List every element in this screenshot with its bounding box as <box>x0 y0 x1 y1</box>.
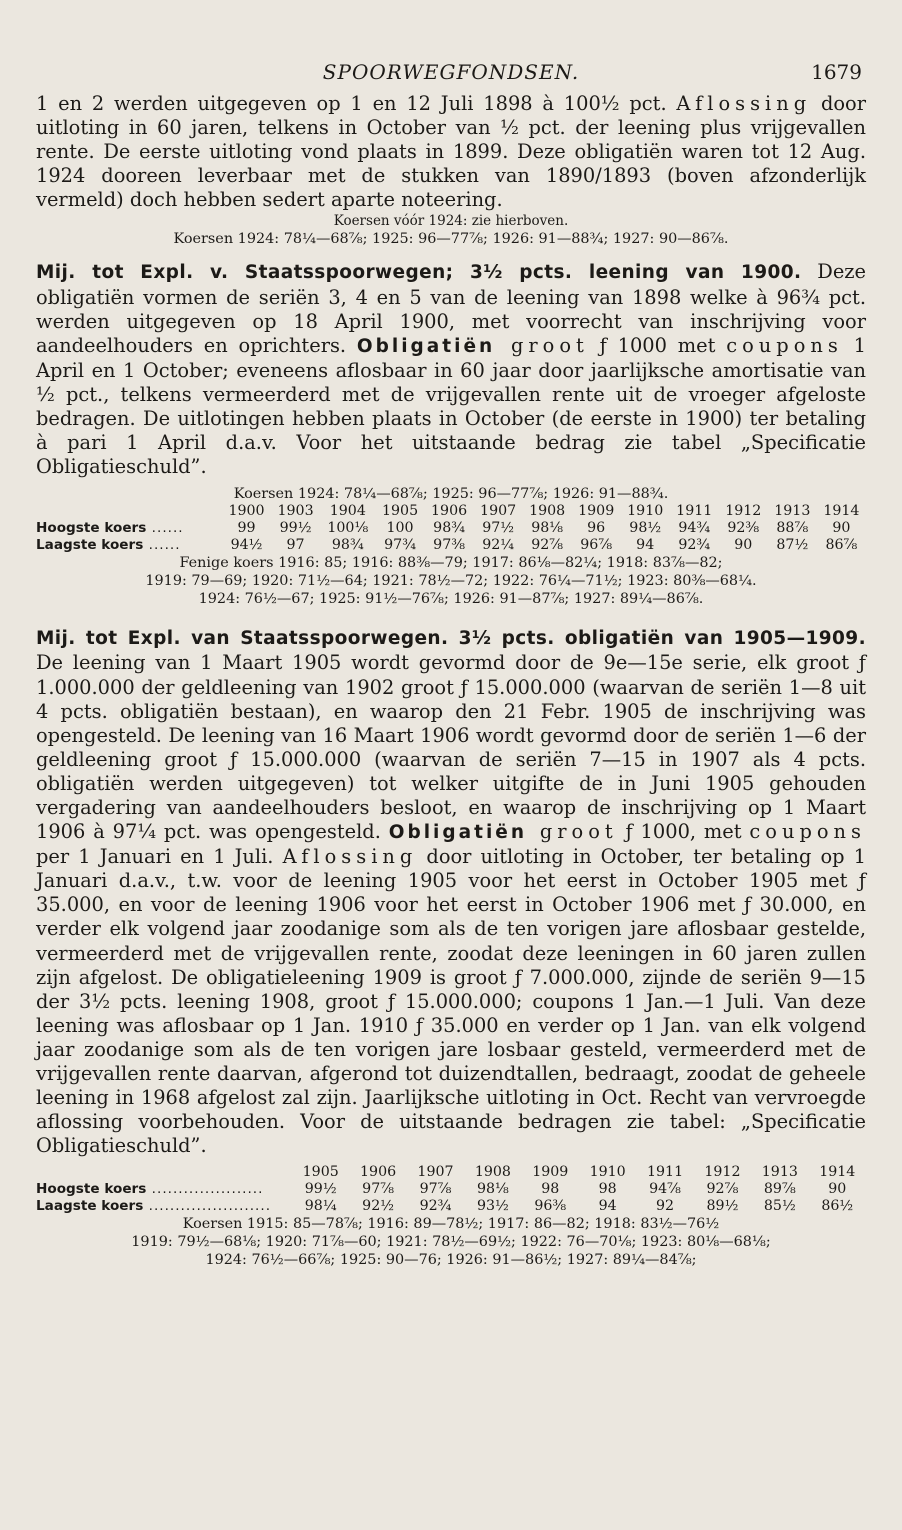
section-1905-1909: Mij. tot Expl. van Staatsspoorwegen. 3½ pcts. obligatiën van 1905—1909. De leening van 1 Maart 1905 wordt gevormd door de 9e—15e serie, elk groot ƒ 1.000.000 der geldleening van 1902 groot ƒ 15.000.000 (waarvan de seriën 1—8 uit 4 pcts. obligatiën bestaan), en waarop den 21 Febr. 1905 de inschrijving was opengesteld. De leening van 16 Maart 1906 wordt gevormd door de seriën 1—6 der geldleening groot ƒ 15.000.000 (waarvan de seriën 7—15 in 1907 als 4 pcts. obligatiën werden uitgegeven) tot welker uitgifte de in Juni 1905 gehouden vergadering van aandeelhouders besloot, en waarop de inschrijving op 1 Maart 1906 à 97¼ pct. was opengesteld. Obligatiën groot ƒ 1000, met coupons per 1 Januari en 1 Juli. Aflossing door uitloting in October, ter betaling op 1 Januari d.a.v., t.w. voor de leening 1905 voor het eerst in October 1905 met ƒ 35.000, en voor de leening 1906 voor het eerst in October 1906 met ƒ 30.000, en verder elk volgend jaar zoodanige som als de ten vorigen jare aflosbaar gestelde, vermeerderd met de vrijgevallen rente, zoodat deze leeningen in 60 jaren zullen zijn afgelost. De obligatieleening 1909 is groot ƒ 7.000.000, zijnde de seriën 9—15 der 3½ pcts. leening 1908, groot ƒ 15.000.000; coupons 1 Jan.—1 Juli. Van deze leening was aflosbaar op 1 Jan. 1910 ƒ 35.000 en verder op 1 Jan. van elk volgend jaar zoodanige som als de ten vorigen jare losbaar gesteld, vermeerderd met de vrijgevallen rente daarvan, afgerond tot duizendtallen, bedraagt, zoodat de geheele leening in 1968 afgelost zal zijn. Jaarlijksche uitloting in Oct. Recht van vervroegde aflossing voorbehouden. Voor de uitstaande bedragen zie tabel: „Specificatie Obligatieschuld”. <box>36 628 867 1158</box>
value-cell: 92¼ <box>482 537 515 554</box>
term-coupons-2: coupons <box>749 820 866 844</box>
value-cell: 92¾ <box>678 537 711 554</box>
term-obligatien-2: Obligatiën <box>388 822 528 844</box>
value-cell: 97 <box>286 537 305 554</box>
value-cell: 92⅞ <box>706 1181 739 1198</box>
year-cell: 1903 <box>277 503 314 520</box>
koersen-line-1: Koersen 1924: 78¼—68⅞; 1925: 96—77⅞; 1926: 91—88¾; 1927: 90—86⅞. <box>173 231 729 248</box>
year-cell: 1910 <box>627 503 664 520</box>
value-cell: 94¾ <box>678 520 711 537</box>
value-cell: 96 <box>587 520 606 537</box>
value-cell: 96⅞ <box>580 537 613 554</box>
value-cell: 94⅞ <box>649 1181 681 1198</box>
year-cell: 1906 <box>360 1164 397 1181</box>
term-obligatien: Obligatiën <box>356 335 496 357</box>
year-cell: 1905 <box>302 1164 339 1181</box>
year-cell: 1910 <box>589 1164 626 1181</box>
value-cell: 97¾ <box>384 537 416 554</box>
value-cell: 90 <box>734 537 753 554</box>
year-cell: 1911 <box>676 503 713 520</box>
value-cell: 87½ <box>776 537 809 554</box>
fenige-koers-line-1: Fenige koers 1916: 85; 1916: 88⅜—79; 1917: 86⅛—82¼; 1918: 83⅞—82; <box>179 555 723 572</box>
value-cell: 86½ <box>821 1198 854 1215</box>
value-cell: 89⅞ <box>763 1181 796 1198</box>
year-cell: 1906 <box>431 503 468 520</box>
year-cell: 1912 <box>704 1164 741 1181</box>
value-cell: 99½ <box>279 520 312 537</box>
year-cell: 1905 <box>381 503 419 520</box>
year-cell: 1914 <box>823 503 860 520</box>
value-cell: 92¾ <box>419 1198 452 1215</box>
table-row-hoogste: Hoogste koers ..................... 99½ 97⅞ 97⅞ 98⅛ 98 98 94⅞ 92⅞ 89⅞ 90 <box>36 1181 866 1198</box>
value-cell: 90 <box>828 1181 847 1198</box>
value-cell: 93½ <box>476 1198 509 1215</box>
note-koersen-voor-1924: Koersen vóór 1924: zie hierboven. <box>333 213 569 230</box>
running-title: SPOORWEGFONDSEN. <box>322 60 580 84</box>
year-cell: 1913 <box>774 503 811 520</box>
value-cell: 97⅜ <box>433 537 465 554</box>
value-cell: 98¼ <box>304 1198 337 1215</box>
koersen-line-3a: Koersen 1915: 85—78⅞; 1916: 89—78½; 1917: 86—82; 1918: 83½—76½ <box>182 1216 720 1233</box>
value-cell: 100⅛ <box>327 520 369 537</box>
value-cell: 90 <box>832 520 851 537</box>
year-cell: 1907 <box>480 503 517 520</box>
value-cell: 98½ <box>629 520 662 537</box>
value-cell: 92½ <box>362 1198 394 1215</box>
term-coupons: coupons <box>726 333 843 357</box>
term-aflossing-2: Aflossing <box>282 845 418 869</box>
value-cell: 96⅜ <box>534 1198 567 1215</box>
value-cell: 98¾ <box>331 537 364 554</box>
value-cell: 92⅜ <box>727 520 760 537</box>
value-cell: 94 <box>598 1198 617 1215</box>
year-cell: 1911 <box>646 1164 684 1181</box>
value-cell: 94½ <box>230 537 263 554</box>
price-table-1905 <box>36 1164 866 1215</box>
table-row-years <box>36 1164 866 1181</box>
fenige-koers-line-3: 1924: 76½—67; 1925: 91½—76⅞; 1926: 91—87⅞; 1927: 89¼—86⅞. <box>198 591 704 608</box>
section-1900: Mij. tot Expl. v. Staatsspoorwegen; 3½ pcts. leening van 1900. Deze obligatiën vormen de seriën 3, 4 en 5 van de leening van 1898 welke à 96¾ pct. werden uitgegeven op 18 April 1900, met voorrecht van inschrijving voor aandeelhouders en oprichters. Obligatiën groot ƒ 1000 met coupons 1 April en 1 October; eveneens aflosbaar in 60 jaar door jaarlijksche amortisatie van ½ pct., telkens vermeerderd met de vrijgevallen rente uit de vroeger afgeloste bedragen. De uitlotingen hebben plaats in October (de eerste in 1900) ter betaling à pari 1 April d.a.v. Voor het uitstaande bedrag zie tabel „Specificatie Obligatieschuld”. <box>36 260 866 479</box>
term-aflossing: Aflossing <box>676 92 812 115</box>
year-cell: 1912 <box>725 503 762 520</box>
year-cell: 1907 <box>417 1164 454 1181</box>
value-cell: 97⅞ <box>419 1181 452 1198</box>
year-cell: 1909 <box>578 503 615 520</box>
value-cell: 97½ <box>482 520 515 537</box>
value-cell: 94 <box>636 537 655 554</box>
value-cell: 99 <box>237 520 256 537</box>
value-cell: 98 <box>598 1181 617 1198</box>
section-heading-1905-1909: Mij. tot Expl. van Staatsspoorwegen. 3½ pcts. obligatiën van 1905—1909. <box>36 628 866 650</box>
koersen-line-2: Koersen 1924: 78¼—68⅞; 1925: 96—77⅞; 1926: 91—88¾. <box>233 486 669 503</box>
value-cell: 97⅞ <box>362 1181 394 1198</box>
value-cell: 85½ <box>763 1198 796 1215</box>
value-cell: 92⅞ <box>531 537 564 554</box>
year-cell: 1913 <box>761 1164 798 1181</box>
price-table-1900 <box>36 503 866 554</box>
value-cell: 98 <box>541 1181 560 1198</box>
page-number: 1679 <box>811 60 862 84</box>
value-cell: 98⅛ <box>531 520 564 537</box>
year-cell: 1900 <box>228 503 265 520</box>
year-cell: 1909 <box>532 1164 569 1181</box>
koersen-line-3c: 1924: 76½—66⅞; 1925: 90—76; 1926: 91—86½; 1927: 89¼—84⅞; <box>205 1252 697 1269</box>
table-row-hoogste: Hoogste koers ...... 99 99½ 100⅛ 100 98¾ 97½ 98⅛ 96 98½ 94¾ 92⅜ 88⅞ 90 <box>36 520 866 537</box>
paragraph-1: 1 en 2 werden uitgegeven op 1 en 12 Juli 1898 à 100½ pct. Aflossing door uitloting in 60 jaren, telkens in October van ½ pct. der leening plus vrijgevallen rente. De eerste uitloting vond plaats in 1899. Deze obligatiën waren tot 12 Aug. 1924 dooreen leverbaar met de stukken van 1890/1893 (boven afzonderlijk vermeld) doch hebben sedert aparte noteering. <box>36 92 866 212</box>
table-row-years <box>36 503 866 520</box>
value-cell: 99½ <box>304 1181 337 1198</box>
table-row-laagste: Laagste koers ...... 94½ 97 98¾ 97¾ 97⅜ 92¼ 92⅞ 96⅞ 94 92¾ 90 87½ 86⅞ <box>36 537 866 554</box>
table-row-laagste: Laagste koers ....................... 98¼ 92½ 92¾ 93½ 96⅜ 94 92 89½ 85½ 86½ <box>36 1198 866 1215</box>
value-cell: 86⅞ <box>825 537 858 554</box>
value-cell: 89½ <box>706 1198 739 1215</box>
year-cell: 1904 <box>329 503 366 520</box>
value-cell: 92 <box>656 1198 675 1215</box>
fenige-koers-line-2: 1919: 79—69; 1920: 71½—64; 1921: 78½—72; 1922: 76¼—71½; 1923: 80⅜—68¼. <box>145 573 757 590</box>
year-cell: 1914 <box>819 1164 856 1181</box>
value-cell: 88⅞ <box>776 520 809 537</box>
koersen-line-3b: 1919: 79½—68⅛; 1920: 71⅞—60; 1921: 78½—69½; 1922: 76—70⅛; 1923: 80⅛—68⅛; <box>131 1234 771 1251</box>
running-head <box>36 52 866 92</box>
value-cell: 98⅛ <box>476 1181 509 1198</box>
year-cell: 1908 <box>529 503 566 520</box>
value-cell: 98¾ <box>433 520 465 537</box>
value-cell: 100 <box>386 520 414 537</box>
year-cell: 1908 <box>474 1164 511 1181</box>
section-heading-1900: Mij. tot Expl. v. Staatsspoorwegen; 3½ pcts. leening van 1900. <box>36 262 802 284</box>
